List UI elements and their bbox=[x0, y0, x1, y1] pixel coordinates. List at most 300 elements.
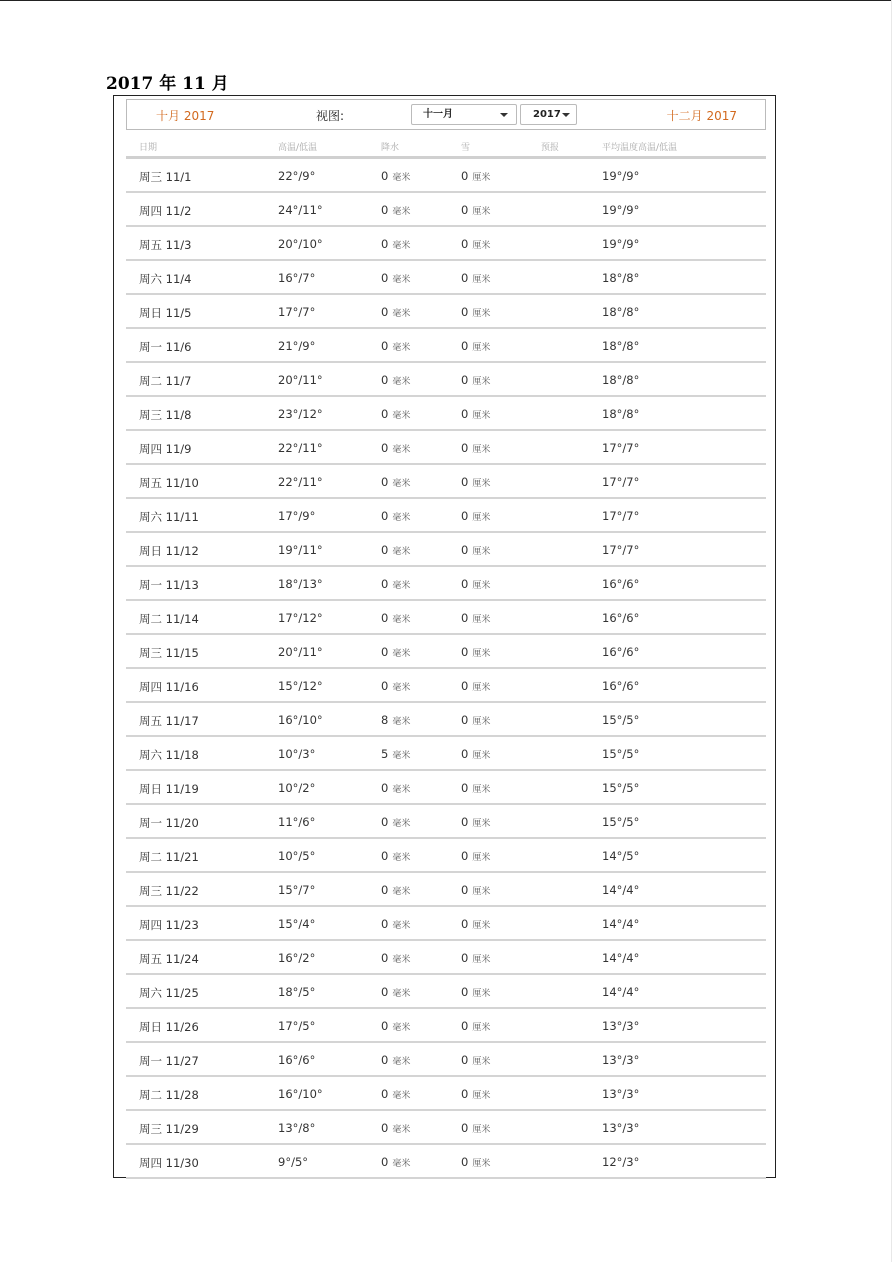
table-row bbox=[126, 499, 766, 533]
table-row bbox=[126, 873, 766, 907]
table-row bbox=[126, 771, 766, 805]
day-precipitation bbox=[381, 1155, 410, 1169]
day-snow-value: 0 bbox=[461, 543, 469, 557]
day-average-high-low-value: 15°/5° bbox=[602, 815, 640, 829]
day-average-high-low-value: 17°/7° bbox=[602, 543, 640, 557]
day-average-high-low bbox=[602, 951, 639, 965]
day-date bbox=[139, 305, 191, 321]
day-high-low bbox=[278, 713, 323, 727]
day-list bbox=[126, 159, 766, 1179]
day-snow bbox=[461, 339, 490, 353]
day-date-value: 周一 11/27 bbox=[139, 1054, 199, 1068]
day-average-high-low bbox=[602, 781, 639, 795]
day-precipitation-value: 0 bbox=[381, 645, 389, 659]
day-high-low bbox=[278, 543, 323, 557]
day-high-low bbox=[278, 747, 315, 761]
day-high-low-value: 16°/6° bbox=[278, 1053, 316, 1067]
day-snow-value: 0 bbox=[461, 203, 469, 217]
day-snow-value: 0 bbox=[461, 1155, 469, 1169]
day-precipitation-unit: 毫米 bbox=[392, 241, 411, 251]
day-average-high-low bbox=[602, 883, 639, 897]
day-precipitation bbox=[381, 883, 410, 897]
day-average-high-low bbox=[602, 611, 639, 625]
day-high-low-value: 15°/7° bbox=[278, 883, 316, 897]
day-date bbox=[139, 509, 199, 525]
day-high-low bbox=[278, 441, 323, 455]
day-high-low bbox=[278, 883, 315, 897]
day-precipitation-value: 0 bbox=[381, 475, 389, 489]
day-date bbox=[139, 985, 199, 1001]
day-snow-value: 0 bbox=[461, 917, 469, 931]
day-high-low bbox=[278, 169, 315, 183]
day-high-low-value: 17°/9° bbox=[278, 509, 316, 523]
chevron-down-icon bbox=[562, 113, 570, 117]
day-snow-unit: 厘米 bbox=[472, 513, 491, 523]
table-row bbox=[126, 193, 766, 227]
day-high-low-value: 13°/8° bbox=[278, 1121, 316, 1135]
day-snow-value: 0 bbox=[461, 883, 469, 897]
header-rain: 降水 bbox=[381, 143, 400, 153]
table-row bbox=[126, 635, 766, 669]
day-date-value: 周三 11/22 bbox=[139, 884, 199, 898]
day-high-low-value: 20°/11° bbox=[278, 373, 323, 387]
table-row bbox=[126, 533, 766, 567]
day-snow bbox=[461, 407, 490, 421]
day-average-high-low-value: 18°/8° bbox=[602, 373, 640, 387]
day-date bbox=[139, 475, 199, 491]
day-snow bbox=[461, 237, 490, 251]
day-date-value: 周三 11/8 bbox=[139, 408, 192, 422]
day-average-high-low-value: 18°/8° bbox=[602, 407, 640, 421]
month-select-value: 十一月 bbox=[423, 109, 453, 120]
day-snow-value: 0 bbox=[461, 747, 469, 761]
day-average-high-low-value: 17°/7° bbox=[602, 509, 640, 523]
day-high-low-value: 23°/12° bbox=[278, 407, 323, 421]
day-snow bbox=[461, 985, 490, 999]
table-row bbox=[126, 159, 766, 193]
table-row bbox=[126, 703, 766, 737]
day-precipitation bbox=[381, 271, 410, 285]
day-average-high-low-value: 19°/9° bbox=[602, 169, 640, 183]
day-snow-unit: 厘米 bbox=[472, 1159, 491, 1169]
day-precipitation-value: 0 bbox=[381, 883, 389, 897]
day-date-value: 周二 11/21 bbox=[139, 850, 199, 864]
day-snow-unit: 厘米 bbox=[472, 853, 491, 863]
day-precipitation-unit: 毫米 bbox=[392, 343, 411, 353]
day-precipitation bbox=[381, 985, 410, 999]
day-date bbox=[139, 407, 191, 423]
year-select[interactable] bbox=[520, 104, 577, 125]
day-precipitation-unit: 毫米 bbox=[392, 853, 411, 863]
day-snow bbox=[461, 475, 490, 489]
day-snow-value: 0 bbox=[461, 1053, 469, 1067]
day-date-value: 周一 11/20 bbox=[139, 816, 199, 830]
day-precipitation-unit: 毫米 bbox=[392, 1091, 411, 1101]
day-snow bbox=[461, 169, 490, 183]
day-high-low-value: 16°/7° bbox=[278, 271, 316, 285]
day-high-low-value: 17°/12° bbox=[278, 611, 323, 625]
day-date-value: 周四 11/9 bbox=[139, 442, 192, 456]
table-row bbox=[126, 1145, 766, 1179]
day-high-low bbox=[278, 1019, 315, 1033]
day-precipitation-unit: 毫米 bbox=[392, 309, 411, 319]
day-precipitation bbox=[381, 203, 410, 217]
day-date bbox=[139, 203, 191, 219]
view-label: 视图: bbox=[316, 109, 345, 123]
day-date-value: 周三 11/1 bbox=[139, 170, 192, 184]
day-snow-unit: 厘米 bbox=[472, 649, 491, 659]
day-high-low-value: 18°/5° bbox=[278, 985, 316, 999]
day-snow-value: 0 bbox=[461, 441, 469, 455]
day-precipitation-value: 0 bbox=[381, 985, 389, 999]
day-average-high-low-value: 16°/6° bbox=[602, 679, 640, 693]
day-high-low bbox=[278, 305, 315, 319]
day-precipitation-unit: 毫米 bbox=[392, 1159, 411, 1169]
day-date bbox=[139, 339, 191, 355]
day-date bbox=[139, 713, 199, 729]
day-snow-unit: 厘米 bbox=[472, 207, 491, 217]
day-snow-unit: 厘米 bbox=[472, 309, 491, 319]
day-precipitation bbox=[381, 611, 410, 625]
day-snow bbox=[461, 611, 490, 625]
day-precipitation bbox=[381, 339, 410, 353]
day-high-low-value: 19°/11° bbox=[278, 543, 323, 557]
day-snow-value: 0 bbox=[461, 237, 469, 251]
table-row bbox=[126, 397, 766, 431]
day-high-low-value: 22°/9° bbox=[278, 169, 316, 183]
day-snow bbox=[461, 645, 490, 659]
table-row bbox=[126, 1077, 766, 1111]
day-snow-unit: 厘米 bbox=[472, 819, 491, 829]
day-precipitation-value: 0 bbox=[381, 1019, 389, 1033]
day-snow bbox=[461, 951, 490, 965]
day-date-value: 周六 11/4 bbox=[139, 272, 192, 286]
day-average-high-low bbox=[602, 815, 639, 829]
day-average-high-low bbox=[602, 1155, 639, 1169]
day-date bbox=[139, 1155, 199, 1171]
day-high-low bbox=[278, 645, 323, 659]
day-average-high-low bbox=[602, 1087, 639, 1101]
day-snow-value: 0 bbox=[461, 271, 469, 285]
day-snow-unit: 厘米 bbox=[472, 717, 491, 727]
day-date bbox=[139, 645, 199, 661]
day-date-value: 周五 11/3 bbox=[139, 238, 192, 252]
month-select[interactable] bbox=[411, 104, 517, 125]
day-precipitation-unit: 毫米 bbox=[392, 581, 411, 591]
day-average-high-low-value: 15°/5° bbox=[602, 747, 640, 761]
day-precipitation-unit: 毫米 bbox=[392, 1125, 411, 1135]
header-temp: 高温/低温 bbox=[278, 143, 318, 153]
day-snow-value: 0 bbox=[461, 305, 469, 319]
day-high-low bbox=[278, 407, 323, 421]
day-date bbox=[139, 1019, 199, 1035]
day-average-high-low bbox=[602, 237, 639, 251]
calendar-frame bbox=[113, 95, 776, 1178]
day-average-high-low-value: 18°/8° bbox=[602, 271, 640, 285]
day-average-high-low bbox=[602, 475, 639, 489]
day-average-high-low bbox=[602, 849, 639, 863]
day-date-value: 周日 11/19 bbox=[139, 782, 199, 796]
day-date-value: 周二 11/28 bbox=[139, 1088, 199, 1102]
day-snow-unit: 厘米 bbox=[472, 955, 491, 965]
year-select-value: 2017 bbox=[533, 109, 561, 120]
day-snow bbox=[461, 679, 490, 693]
day-average-high-low-value: 12°/3° bbox=[602, 1155, 640, 1169]
day-precipitation-unit: 毫米 bbox=[392, 173, 411, 183]
day-high-low bbox=[278, 509, 315, 523]
day-precipitation-value: 5 bbox=[381, 747, 389, 761]
day-precipitation bbox=[381, 441, 410, 455]
day-average-high-low bbox=[602, 713, 639, 727]
day-high-low bbox=[278, 475, 323, 489]
day-snow-unit: 厘米 bbox=[472, 377, 491, 387]
day-precipitation-value: 0 bbox=[381, 577, 389, 591]
day-snow bbox=[461, 747, 490, 761]
day-date bbox=[139, 1087, 199, 1103]
day-precipitation bbox=[381, 373, 410, 387]
day-snow bbox=[461, 815, 490, 829]
table-row bbox=[126, 805, 766, 839]
day-date-value: 周三 11/15 bbox=[139, 646, 199, 660]
day-high-low-value: 17°/5° bbox=[278, 1019, 316, 1033]
day-precipitation bbox=[381, 543, 410, 557]
day-precipitation-unit: 毫米 bbox=[392, 1057, 411, 1067]
day-snow bbox=[461, 917, 490, 931]
table-row bbox=[126, 227, 766, 261]
day-average-high-low-value: 18°/8° bbox=[602, 339, 640, 353]
day-precipitation bbox=[381, 781, 410, 795]
day-snow-value: 0 bbox=[461, 509, 469, 523]
day-average-high-low-value: 19°/9° bbox=[602, 203, 640, 217]
day-date-value: 周四 11/2 bbox=[139, 204, 192, 218]
day-snow bbox=[461, 1087, 490, 1101]
day-snow-value: 0 bbox=[461, 1121, 469, 1135]
day-precipitation-value: 0 bbox=[381, 203, 389, 217]
day-average-high-low-value: 14°/4° bbox=[602, 951, 640, 965]
day-average-high-low bbox=[602, 917, 639, 931]
day-high-low-value: 22°/11° bbox=[278, 475, 323, 489]
header-snow: 雪 bbox=[461, 143, 471, 153]
day-precipitation-value: 0 bbox=[381, 917, 389, 931]
day-date bbox=[139, 849, 199, 865]
day-precipitation-value: 0 bbox=[381, 169, 389, 183]
day-average-high-low bbox=[602, 441, 639, 455]
day-precipitation-value: 8 bbox=[381, 713, 389, 727]
day-snow-value: 0 bbox=[461, 645, 469, 659]
day-average-high-low-value: 16°/6° bbox=[602, 611, 640, 625]
header-date: 日期 bbox=[139, 143, 158, 153]
day-precipitation bbox=[381, 577, 410, 591]
day-high-low-value: 16°/2° bbox=[278, 951, 316, 965]
day-high-low-value: 20°/11° bbox=[278, 645, 323, 659]
day-average-high-low bbox=[602, 509, 639, 523]
day-snow-unit: 厘米 bbox=[472, 1057, 491, 1067]
day-high-low bbox=[278, 203, 323, 217]
page-top-border bbox=[0, 0, 892, 1]
table-row bbox=[126, 907, 766, 941]
day-precipitation-value: 0 bbox=[381, 407, 389, 421]
day-average-high-low-value: 15°/5° bbox=[602, 781, 640, 795]
day-snow-unit: 厘米 bbox=[472, 547, 491, 557]
table-row bbox=[126, 431, 766, 465]
day-average-high-low-value: 14°/4° bbox=[602, 917, 640, 931]
day-average-high-low bbox=[602, 543, 639, 557]
day-high-low bbox=[278, 237, 323, 251]
day-precipitation bbox=[381, 475, 410, 489]
day-precipitation-value: 0 bbox=[381, 849, 389, 863]
month-nav-bar bbox=[126, 99, 766, 130]
day-high-low bbox=[278, 815, 315, 829]
day-high-low-value: 20°/10° bbox=[278, 237, 323, 251]
day-precipitation-unit: 毫米 bbox=[392, 377, 411, 387]
day-snow-value: 0 bbox=[461, 1087, 469, 1101]
day-average-high-low-value: 16°/6° bbox=[602, 577, 640, 591]
day-high-low bbox=[278, 985, 315, 999]
day-average-high-low bbox=[602, 1019, 639, 1033]
day-average-high-low-value: 15°/5° bbox=[602, 713, 640, 727]
day-snow bbox=[461, 509, 490, 523]
day-precipitation-unit: 毫米 bbox=[392, 411, 411, 421]
day-high-low bbox=[278, 1155, 308, 1169]
day-precipitation-value: 0 bbox=[381, 543, 389, 557]
day-precipitation-value: 0 bbox=[381, 951, 389, 965]
prev-month-link[interactable]: 十月 2017 bbox=[156, 109, 215, 123]
day-precipitation-value: 0 bbox=[381, 271, 389, 285]
day-snow bbox=[461, 1121, 490, 1135]
day-precipitation bbox=[381, 237, 410, 251]
day-average-high-low-value: 16°/6° bbox=[602, 645, 640, 659]
day-date-value: 周三 11/29 bbox=[139, 1122, 199, 1136]
day-precipitation-unit: 毫米 bbox=[392, 717, 411, 727]
header-forecast: 预报 bbox=[541, 143, 560, 153]
day-snow-value: 0 bbox=[461, 475, 469, 489]
day-snow bbox=[461, 883, 490, 897]
day-snow bbox=[461, 713, 490, 727]
table-row bbox=[126, 363, 766, 397]
day-snow-unit: 厘米 bbox=[472, 921, 491, 931]
day-date-value: 周日 11/5 bbox=[139, 306, 192, 320]
day-snow-value: 0 bbox=[461, 339, 469, 353]
table-row bbox=[126, 465, 766, 499]
day-precipitation-value: 0 bbox=[381, 611, 389, 625]
day-date-value: 周五 11/24 bbox=[139, 952, 199, 966]
day-snow-unit: 厘米 bbox=[472, 445, 491, 455]
day-snow-value: 0 bbox=[461, 1019, 469, 1033]
day-high-low-value: 22°/11° bbox=[278, 441, 323, 455]
table-row bbox=[126, 737, 766, 771]
day-precipitation-unit: 毫米 bbox=[392, 751, 411, 761]
day-high-low-value: 10°/5° bbox=[278, 849, 316, 863]
day-date bbox=[139, 679, 199, 695]
day-high-low bbox=[278, 373, 323, 387]
day-average-high-low-value: 14°/4° bbox=[602, 883, 640, 897]
day-average-high-low bbox=[602, 203, 639, 217]
day-high-low-value: 16°/10° bbox=[278, 713, 323, 727]
day-precipitation bbox=[381, 305, 410, 319]
day-date bbox=[139, 815, 199, 831]
day-date bbox=[139, 441, 191, 457]
table-row bbox=[126, 941, 766, 975]
day-precipitation-value: 0 bbox=[381, 373, 389, 387]
day-average-high-low-value: 14°/4° bbox=[602, 985, 640, 999]
day-snow bbox=[461, 305, 490, 319]
day-average-high-low-value: 19°/9° bbox=[602, 237, 640, 251]
table-row bbox=[126, 975, 766, 1009]
day-precipitation bbox=[381, 951, 410, 965]
table-row bbox=[126, 1043, 766, 1077]
day-snow-unit: 厘米 bbox=[472, 275, 491, 285]
day-snow-value: 0 bbox=[461, 407, 469, 421]
day-average-high-low bbox=[602, 305, 639, 319]
day-date bbox=[139, 781, 199, 797]
day-date bbox=[139, 1121, 199, 1137]
day-snow-unit: 厘米 bbox=[472, 1125, 491, 1135]
day-precipitation bbox=[381, 917, 410, 931]
day-snow-value: 0 bbox=[461, 815, 469, 829]
day-precipitation bbox=[381, 1087, 410, 1101]
day-high-low-value: 17°/7° bbox=[278, 305, 316, 319]
day-date-value: 周一 11/6 bbox=[139, 340, 192, 354]
day-high-low bbox=[278, 781, 315, 795]
day-snow-value: 0 bbox=[461, 849, 469, 863]
day-snow-value: 0 bbox=[461, 781, 469, 795]
day-date-value: 周日 11/12 bbox=[139, 544, 199, 558]
day-average-high-low bbox=[602, 679, 639, 693]
day-average-high-low bbox=[602, 271, 639, 285]
day-date-value: 周六 11/25 bbox=[139, 986, 199, 1000]
day-snow bbox=[461, 1019, 490, 1033]
day-snow bbox=[461, 1155, 490, 1169]
day-snow-value: 0 bbox=[461, 679, 469, 693]
day-high-low-value: 9°/5° bbox=[278, 1155, 309, 1169]
page-title: 2017 年 11 月 bbox=[106, 74, 229, 94]
day-precipitation bbox=[381, 815, 410, 829]
day-precipitation-value: 0 bbox=[381, 1053, 389, 1067]
day-high-low-value: 10°/3° bbox=[278, 747, 316, 761]
day-date bbox=[139, 951, 199, 967]
day-precipitation-unit: 毫米 bbox=[392, 275, 411, 285]
day-date bbox=[139, 271, 191, 287]
day-precipitation-unit: 毫米 bbox=[392, 615, 411, 625]
day-precipitation-value: 0 bbox=[381, 781, 389, 795]
day-snow-unit: 厘米 bbox=[472, 1091, 491, 1101]
day-average-high-low-value: 14°/5° bbox=[602, 849, 640, 863]
next-month-link[interactable]: 十二月 2017 bbox=[666, 109, 737, 123]
day-precipitation-unit: 毫米 bbox=[392, 955, 411, 965]
day-precipitation bbox=[381, 747, 410, 761]
day-average-high-low-value: 17°/7° bbox=[602, 475, 640, 489]
day-snow bbox=[461, 271, 490, 285]
day-date-value: 周日 11/26 bbox=[139, 1020, 199, 1034]
day-average-high-low-value: 17°/7° bbox=[602, 441, 640, 455]
day-snow-unit: 厘米 bbox=[472, 887, 491, 897]
day-precipitation bbox=[381, 679, 410, 693]
day-average-high-low bbox=[602, 1121, 639, 1135]
day-snow-value: 0 bbox=[461, 577, 469, 591]
day-average-high-low-value: 13°/3° bbox=[602, 1019, 640, 1033]
day-precipitation-unit: 毫米 bbox=[392, 649, 411, 659]
table-row bbox=[126, 329, 766, 363]
day-precipitation bbox=[381, 849, 410, 863]
day-snow-value: 0 bbox=[461, 985, 469, 999]
day-precipitation-value: 0 bbox=[381, 339, 389, 353]
day-average-high-low-value: 13°/3° bbox=[602, 1121, 640, 1135]
day-precipitation-value: 0 bbox=[381, 1087, 389, 1101]
day-precipitation bbox=[381, 407, 410, 421]
day-snow-unit: 厘米 bbox=[472, 241, 491, 251]
day-snow bbox=[461, 373, 490, 387]
table-row bbox=[126, 1111, 766, 1145]
